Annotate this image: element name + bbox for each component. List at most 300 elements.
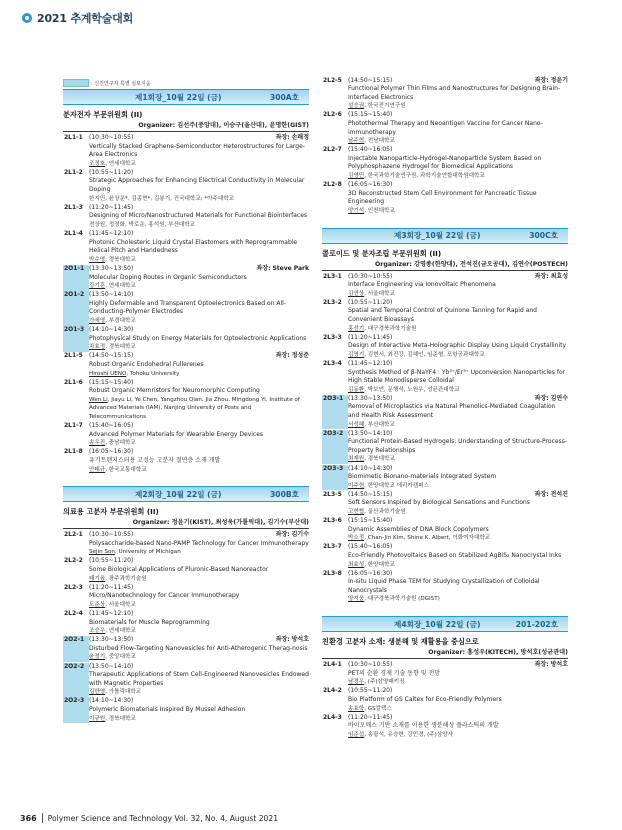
chair-info [276, 636, 309, 645]
author-list: , University of Michigan [114, 549, 181, 556]
author-list: , 한국과학기술연구원, 과학기술연합대학원대학교 [364, 173, 485, 180]
talk-code: 2L1-7 [64, 422, 83, 430]
talk-code: 2L4-3 [323, 713, 342, 721]
talk-title: Spatial and Temporal Control of Quinone Tanning for Rapid and Convenient Bioassays [348, 307, 537, 323]
talk-authors [348, 137, 568, 146]
chair-info [535, 77, 568, 86]
talk-entry [63, 379, 309, 422]
talk-body [348, 111, 568, 145]
talk-authors [348, 207, 568, 216]
author-list: , 광주과학기술원 [105, 575, 147, 582]
talk-code: 2L1-8 [64, 448, 83, 456]
chair-label: 좌장: [534, 661, 549, 669]
presenter-name: 남주혁 [348, 138, 365, 145]
talk-time-row [348, 181, 568, 190]
talk-title: Robust Organic Endohedral Fullerenes [89, 360, 204, 368]
talk-authors [348, 534, 568, 543]
talk-time-row [89, 531, 309, 540]
author-list: , 가톨릭대학교 [105, 689, 142, 696]
talk-authors [89, 575, 309, 584]
talk-title: Functional Protein-Based Hydrogels: Understanding of Structure-Process-Property Relationships [348, 438, 567, 454]
organizer-names: 강영종(한양대), 전석진(금오공대), 김연수(POSTECH) [413, 260, 568, 268]
talk-time-row [348, 543, 568, 552]
talk-authors [89, 221, 309, 230]
talk-title: Removal of Microplastics via Natural Phenolics-Mediated Coagulation and Health Risk Assessment [348, 403, 556, 419]
talk-authors [89, 653, 309, 662]
talk-entry [322, 273, 568, 299]
talk-body [348, 146, 568, 180]
talk-body [89, 557, 309, 583]
talk-code: 2L2-5 [323, 76, 342, 84]
talk-time: (10:30~10:55) [89, 134, 134, 141]
author-list: , 경북대학교 [105, 715, 136, 722]
talk-title: Disturbed Flow-Targeting Nanovesicles for Anti-Atherogenic Therag-nosis [89, 644, 308, 652]
presenter-name: 김영민 [348, 173, 365, 180]
talk-title: Photophysical Study on Energy Materials for Optoelectronic Applications [89, 334, 307, 342]
talk-authors [89, 396, 309, 422]
chair-info [276, 352, 309, 361]
talk-authors [348, 482, 568, 491]
chair-name: 방석호 [550, 661, 568, 669]
talk-code: 2L1-2 [64, 168, 83, 176]
talk-code: 2L4-1 [323, 661, 342, 669]
talk-body [348, 181, 568, 215]
talk-time: (10:30~10:55) [348, 661, 393, 669]
talk-time-row [348, 146, 568, 155]
author-list: , Chan-Jin Kim, Shine K. Albert, 이화여자대학교 [364, 535, 491, 542]
talk-code: 2L4-2 [323, 687, 342, 695]
session-room: 300B호 [270, 489, 299, 499]
presenter-name: 김동환 [348, 386, 365, 393]
talk-title: Therapeutic Applications of Stem Cell-Engineered Nanovesicles Endowed with Magnetic Properties [89, 671, 309, 687]
talk-time-row [348, 273, 568, 282]
talk-time: (13:30~13:50) [348, 394, 393, 402]
talk-title: Dynamic Assemblies of DNA Block Copolymers [348, 525, 489, 533]
author-list: , 서울대학교 [364, 290, 395, 297]
talk-entry [322, 687, 568, 713]
author-list: , 대구경북과학기술원 [364, 325, 417, 332]
talk-entry [63, 448, 309, 474]
talk-time: (14:50~15:15) [348, 490, 393, 498]
talk-time-row [348, 111, 568, 120]
talk-entry [322, 570, 568, 604]
session-bar [322, 616, 568, 632]
talk-title: 바이오매스 기반 소재를 이용한 생분해성 플라스틱의 개발 [348, 722, 499, 730]
journal-info: Polymer Science and Technology Vol. 32, No. 4, August 2021 [47, 813, 279, 823]
presenter-name: Wen Li [89, 396, 108, 403]
talk-title: Some Biological Applications of Pluronic-Based Nanoreactor [89, 566, 269, 574]
talk-body [348, 517, 568, 543]
talk-time: (16:05~16:30) [89, 448, 134, 456]
talk-body [89, 204, 309, 230]
talk-entry [63, 291, 309, 325]
talk-time: (16:05~16:30) [348, 181, 393, 189]
talk-time: (10:30~10:55) [348, 272, 393, 280]
chair-name: Steve Park [272, 264, 309, 272]
talk-entry [63, 663, 309, 697]
presenter-name: 김한영 [89, 689, 106, 696]
symposium-title: 의료용 고분자 부문위원회 (II) [63, 507, 159, 517]
footer-divider [42, 813, 43, 823]
talk-code: 2L3-4 [323, 359, 342, 367]
author-list: , 박보언, 문행석, 노원우, 성균관대학교 [364, 386, 460, 393]
talk-time-row [89, 448, 309, 457]
talk-code: 2L1-1 [64, 134, 83, 141]
talk-time-row [89, 265, 309, 274]
page-header [22, 10, 133, 26]
talk-body [89, 422, 309, 448]
author-list: , 부산대학교 [364, 421, 395, 428]
author-list: , 한양대학교 [364, 561, 395, 568]
presenter-name: 서성혜 [348, 421, 365, 428]
talk-code: 2L1-5 [64, 352, 83, 360]
session-title: 제2회장_10월 22일 (금) [135, 489, 222, 499]
organizer-line [63, 517, 309, 529]
chair-name: 김연수 [550, 394, 568, 402]
author-list: , Jiayu Li, Ye Chen, Yangzhou Qian, Jia Zhou, Mingdong Yi, Institute of Advanced Materials (IAM), Nanjing University of Posts and Telecommunications [89, 396, 300, 420]
talk-title: Polymeric Biomaterials Inspired By Mussel Adhesion [89, 706, 246, 714]
chair-info [535, 395, 568, 404]
author-list: , 김현서, 최진강, 김혜인, 임준형, 포항공과대학교 [364, 351, 485, 358]
talk-entry [322, 111, 568, 145]
talk-authors [89, 627, 309, 636]
author-list: , Tohoku University [126, 370, 180, 377]
left-column [63, 87, 309, 723]
legend-swatch [63, 79, 89, 87]
page-number: 366 [20, 813, 37, 823]
talk-title: Advanced Polymer Materials for Wearable Energy Devices [89, 430, 264, 438]
talk-time-row [89, 352, 309, 361]
presenter-name: 최효성 [348, 561, 365, 568]
presenter-name: 박소정 [348, 535, 365, 542]
talk-time-row [89, 230, 309, 239]
talk-body [348, 273, 568, 299]
talk-title: Synthesis Method of β-NaYF4 : Yb³⁺/Er³⁺ Upconversion Nanoparticles for High Stable Monodisperse Colloidal [348, 368, 566, 385]
talk-authors [348, 325, 568, 334]
presenter-name: 도준상 [89, 601, 106, 608]
talk-time-row [348, 77, 568, 86]
session-spacer [322, 604, 568, 614]
talk-body [89, 610, 309, 636]
session-bar [322, 228, 568, 244]
talk-body [89, 379, 309, 422]
circle-bullet-icon [22, 13, 32, 23]
talk-body [348, 299, 568, 333]
talk-authors [348, 172, 568, 181]
chair-name: 정성준 [291, 352, 309, 360]
talk-authors [89, 282, 309, 291]
session-title: 제4회장_10월 22일 (금) [394, 619, 481, 629]
talk-entry [322, 661, 568, 687]
talk-time: (10:30~10:55) [89, 531, 134, 539]
talk-time-row [348, 570, 568, 579]
talk-entry [322, 146, 568, 180]
author-list: , 연세대학교 [105, 160, 136, 167]
talk-time: (15:15~15:40) [348, 111, 393, 119]
organizer-label: Organizer: [375, 260, 412, 268]
talk-code: 2L2-7 [323, 146, 342, 154]
talk-code: 2L3-7 [323, 543, 342, 551]
talk-authors [348, 678, 568, 687]
talk-entry [322, 517, 568, 543]
talk-time-row [89, 663, 309, 672]
talk-authors [89, 688, 309, 697]
talk-code: 2L3-2 [323, 298, 342, 306]
chair-info [535, 661, 568, 670]
author-list: , 한국전기연구원 [364, 103, 406, 110]
organizer-label: Organizer: [138, 122, 176, 129]
talk-entry [322, 430, 568, 464]
chair-label: 좌장: [534, 76, 549, 84]
organizer-names: 김선주(중앙대), 이승구(울산대), 윤명한(GIST) [177, 122, 309, 129]
talk-body [89, 134, 309, 168]
talk-entry [322, 181, 568, 215]
talk-body [89, 636, 309, 662]
talk-authors [348, 508, 568, 517]
session-title: 제1회장_10월 22일 (금) [135, 92, 222, 102]
organizer-names: 홍성우(KITECH), 방석호(성균관대) [467, 649, 568, 657]
talk-body [89, 265, 309, 291]
talk-entry [322, 491, 568, 517]
talk-authors [89, 439, 309, 448]
talk-body [348, 661, 568, 687]
author-list: , 한양대학교 에리카캠퍼스 [364, 482, 429, 489]
talk-code: 2O2-1 [63, 636, 89, 662]
talk-time: (16:05~16:30) [348, 569, 393, 577]
talk-entry [63, 531, 309, 557]
talk-authors [348, 290, 568, 299]
talk-time: (14:10~14:30) [348, 464, 393, 472]
talk-code: 2L2-6 [323, 111, 342, 119]
talk-time-row [348, 661, 568, 670]
chair-info [257, 265, 309, 274]
talk-authors [89, 601, 309, 610]
talk-authors [89, 548, 309, 557]
talk-body [89, 326, 309, 352]
talk-authors [89, 256, 309, 265]
presenter-name: Hiroshi UENO [89, 370, 127, 377]
talk-title: Functional Polymer Thin Films and Nanostructures for Designing Brain-Interfaced Electronics [348, 85, 561, 101]
talk-body [348, 77, 568, 111]
author-list: , 중앙대학교 [105, 654, 136, 661]
author-list: , 울산과학기술원 [364, 509, 406, 516]
author-list: , 연세대학교 [105, 283, 136, 290]
author-list: , 대구경북과학기술원 (DGIST) [364, 596, 440, 603]
symposium-title: 콜로이드 및 분자조립 부문위원회 (II) [322, 248, 442, 258]
author-list: , 전남대학교 [364, 138, 395, 145]
talk-title: Molecular Doping Routes in Organic Semiconductors [89, 273, 247, 281]
session-room: 300A호 [269, 92, 299, 102]
author-list: 전상원, 정정화, 박로운, 홍석원, 부산대학교 [89, 221, 196, 228]
talk-time-row [89, 610, 309, 619]
organizer-names: 정윤기(KIST), 최성욱(가톨릭대), 김기수(부산대) [171, 519, 309, 527]
presenter-name: 이규원 [89, 715, 106, 722]
chair-label: 좌장: [275, 636, 290, 644]
author-list: , GS칼텍스 [364, 705, 392, 712]
chair-info [535, 273, 568, 282]
chair-name: 김기수 [291, 531, 309, 539]
talk-entry [63, 326, 309, 352]
talk-authors [348, 455, 568, 464]
presenter-name: Sejin Son [89, 549, 115, 556]
talk-time-row [348, 395, 568, 404]
talk-entry [322, 714, 568, 740]
session-bar [63, 89, 309, 105]
talk-time: (11:45~12:10) [89, 610, 134, 617]
talk-time-row [89, 422, 309, 431]
talk-authors [348, 102, 568, 111]
talk-title: Strategic Approaches for Enhancing Electrical Conductivity in Molecular Doping [89, 177, 305, 194]
talk-entry [63, 636, 309, 662]
chair-name: 최효성 [550, 272, 568, 280]
author-list: , 송광석, 유승현, 강민경, (주)삼양사 [364, 731, 454, 738]
talk-authors [348, 561, 568, 570]
talk-entry [63, 134, 309, 168]
author-list: , 경북대학교 [364, 456, 395, 463]
chair-label: 좌장: [275, 531, 290, 539]
talk-entry [322, 465, 568, 491]
talk-code: 2O3-3 [322, 465, 348, 491]
author-list: , 서울대학교 [105, 601, 136, 608]
chair-label: 좌장: [534, 272, 549, 280]
talk-body [348, 395, 568, 429]
talk-authors [89, 466, 309, 475]
talk-title: PET의 순환 경제 기술 동향 및 전망 [348, 669, 441, 677]
talk-time-row [348, 687, 568, 696]
organizer-label: Organizer: [132, 519, 170, 527]
talk-entry [63, 697, 309, 723]
talk-time: (13:50~14:10) [89, 291, 134, 299]
talk-body [89, 448, 309, 474]
presenter-name: 양지웅 [348, 596, 365, 603]
chair-label: 좌장: [534, 394, 549, 402]
talk-authors [89, 195, 309, 204]
right-column [322, 76, 568, 739]
talk-title: 3D Reconstructed Stem Cell Environment for Pancreatic Tissue Engineering [348, 189, 537, 206]
symposium-title: 분자전자 부문위원회 (II) [63, 110, 143, 119]
talk-entry [63, 265, 309, 291]
talk-title: Designing of Micro/Nanostructured Materials for Functional Biointerfaces [89, 212, 308, 220]
author-list: , 한국교통대학교 [105, 466, 147, 473]
talk-authors [89, 715, 309, 724]
chair-name: 방석호 [291, 636, 309, 644]
talk-time-row [348, 430, 568, 439]
talk-title: Micro/Nanotechnology for Cancer Immunotherapy [89, 592, 240, 600]
talk-time: (13:50~14:10) [89, 662, 134, 670]
talk-body [89, 663, 309, 697]
talk-code: 2L1-4 [64, 230, 83, 238]
talk-body [348, 714, 568, 740]
talk-entry [63, 352, 309, 378]
talk-time-row [348, 360, 568, 369]
session-spacer [322, 216, 568, 226]
talk-code: 2L2-4 [64, 610, 83, 617]
talk-time-row [89, 291, 309, 300]
chair-label: 좌장: [275, 352, 290, 360]
chair-info [276, 531, 309, 540]
talk-time: (13:30~13:50) [89, 636, 134, 644]
talk-title: Biomaterials for Muscle Reprogramming [89, 618, 210, 626]
talk-time: (11:20~11:45) [89, 583, 134, 591]
talk-authors [89, 317, 309, 326]
legend-label: : 신진연구자 특별 심포지움 [91, 80, 151, 87]
talk-entry [322, 395, 568, 429]
talk-code: 2L3-8 [323, 569, 342, 577]
author-list: 한지민, 윤상운*, 김종현*, 김봉기, 건국대학교; *아주대학교 [89, 195, 235, 202]
talk-time-row [348, 334, 568, 343]
talk-code: 2O2-3 [63, 697, 89, 723]
talk-code: 2L2-3 [64, 583, 83, 591]
talk-code: 2L2-1 [64, 531, 83, 539]
talk-code: 2L2-8 [323, 181, 342, 189]
symposium-title: 친환경 고분자 소재: 생분해 및 재활용을 중심으로 [322, 637, 479, 647]
talk-time: (14:10~14:30) [89, 697, 134, 705]
presenter-name: 송우진 [89, 440, 106, 447]
presenter-name: 강기훈 [89, 283, 106, 290]
talk-entry [322, 360, 568, 394]
presenter-name: 홍선기 [348, 325, 365, 332]
talk-time: (15:40~16:05) [348, 146, 393, 154]
organizer-line [322, 647, 568, 659]
author-list: , 충남대학교 [105, 440, 136, 447]
talk-time: (11:20~11:45) [348, 333, 393, 341]
talk-body [348, 543, 568, 569]
presenter-name: 남경우 [348, 679, 365, 686]
talk-time: (10:55~11:20) [348, 687, 393, 695]
talk-body [348, 465, 568, 491]
talk-title: Vertically Stacked Graphene-Semiconductor Heterostructures for Large-Area Electronics [89, 142, 305, 159]
talk-entry [322, 334, 568, 360]
talk-title: Highly Deformable and Transparent Optoelectronics Based on All-Conducting-Polymer Electrodes [89, 299, 286, 316]
talk-code: 2O3-2 [322, 430, 348, 464]
talk-entry [63, 169, 309, 203]
organizer-line [63, 120, 309, 132]
talk-time-row [89, 584, 309, 593]
talk-body [89, 531, 309, 557]
talk-body [348, 570, 568, 604]
talk-entry [63, 422, 309, 448]
talk-body [89, 352, 309, 378]
talk-body [89, 697, 309, 723]
talk-time: (11:20~11:45) [348, 713, 393, 721]
presenter-name: 김연상 [348, 290, 365, 297]
presenter-name: 박수영 [89, 256, 106, 263]
presenter-name: 조승우 [89, 628, 106, 635]
presenter-name: 태기융 [89, 575, 106, 582]
talk-authors [348, 386, 568, 395]
talk-entry [322, 543, 568, 569]
talk-code: 2O1-1 [63, 265, 89, 291]
talk-authors [348, 421, 568, 430]
presenter-name: 차효정 [89, 344, 106, 351]
talk-entry [63, 557, 309, 583]
talk-body [89, 584, 309, 610]
author-list: , 인천대학교 [364, 207, 395, 214]
talk-time: (14:50~15:15) [89, 352, 134, 360]
talk-time: (15:15~15:40) [348, 517, 393, 525]
talk-time-row [348, 517, 568, 526]
talk-body [348, 360, 568, 394]
talk-code: 2O3-1 [322, 395, 348, 429]
talk-code: 2O1-3 [63, 326, 89, 352]
chair-label: 좌장: [275, 134, 290, 141]
chair-label: 좌장: [256, 264, 271, 272]
presenter-name: 임준섭 [348, 731, 365, 738]
talk-entry [63, 204, 309, 230]
talk-time-row [348, 465, 568, 474]
talk-body [89, 291, 309, 325]
talk-title: Photothermal Therapy and Neoantigen Vaccine for Cancer Nano-immunotherapy [348, 119, 543, 136]
